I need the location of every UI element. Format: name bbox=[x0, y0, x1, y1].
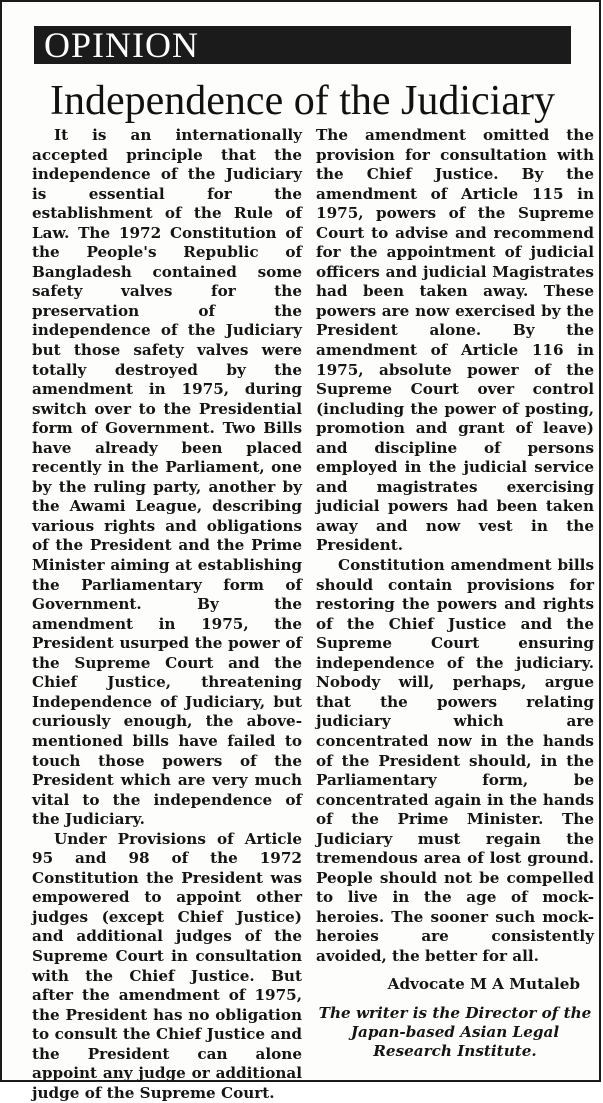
article-headline: Independence of the Judiciary bbox=[50, 78, 555, 124]
article-paragraph: Constitution amendment bills should contain provisions for restoring the powers and rights of the Chief Justice and the Supreme Court ensuring independence of the judiciary. Nobody will, perhaps, argue that the powers relating judiciary which are concentrated now in the hands of the President should, in the Parliamentary form, be concentrated again in the hands of the Prime Minister. The Judiciary must regain the tremendous area of lost ground. People should not be compelled to live in the age of mock-heroies. The sooner such mock-heroies are consistently avoided, the better for all. bbox=[316, 556, 594, 965]
author-byline: Advocate M A Mutaleb bbox=[387, 974, 580, 993]
section-label: OPINION bbox=[44, 25, 199, 65]
article-paragraph: It is an internationally accepted principle that the independence of the Judiciary is essential for the establishment of the Rule of Law. The 1972 Constitution of the People's Republic of Bangladesh contained some safety valves for the preservation of the independence of the Judiciary but those safety valves were totally destroyed by the amendment in 1975, during switch over to the Presidential form of Government. Two Bills have already been placed recently in the Parliament, one by the ruling party, another by the Awami League, describing various rights and obligations of the President and the Prime Minister aiming at establishing the Parliamentary form of Government. By the amendment in 1975, the President usurped the power of the Supreme Court and the Chief Justice, threatening Independence of Judiciary, but curiously enough, the above-mentioned bills have failed to touch those powers of the President which are very much vital to the independence of the Judiciary. bbox=[32, 126, 302, 829]
article-paragraph: The amendment omitted the provision for consultation with the Chief Justice. By the amendment of Article 115 in 1975, powers of the Supreme Court to advise and recommend for the appointment of judicial officers and judicial Magistrates had been taken away. These powers are now exercised by the President alone. By the amendment of Article 116 in 1975, absolute power of the Supreme Court over control (including the power of posting, promotion and grant of leave) and discipline of persons employed in the judicial service and magistrates exercising judicial powers had been taken away and now vest in the President. bbox=[316, 126, 594, 555]
section-banner bbox=[34, 26, 571, 64]
article-paragraph: Under Provisions of Article 95 and 98 of the 1972 Constitution the President was empowered to appoint other judges (except Chief Justice) and additional judges of the Supreme Court in consultation with the Chief Justice. But after the amendment of 1975, the President has no obligation to consult the Chief Justice and the President can alone appoint any judge or additional judge of the Supreme Court. bbox=[32, 829, 302, 1102]
article-column-right bbox=[316, 126, 594, 1061]
article-column-left bbox=[32, 126, 302, 1103]
author-note: The writer is the Director of the Japan-based Asian Legal Research Institute. bbox=[318, 1004, 592, 1061]
